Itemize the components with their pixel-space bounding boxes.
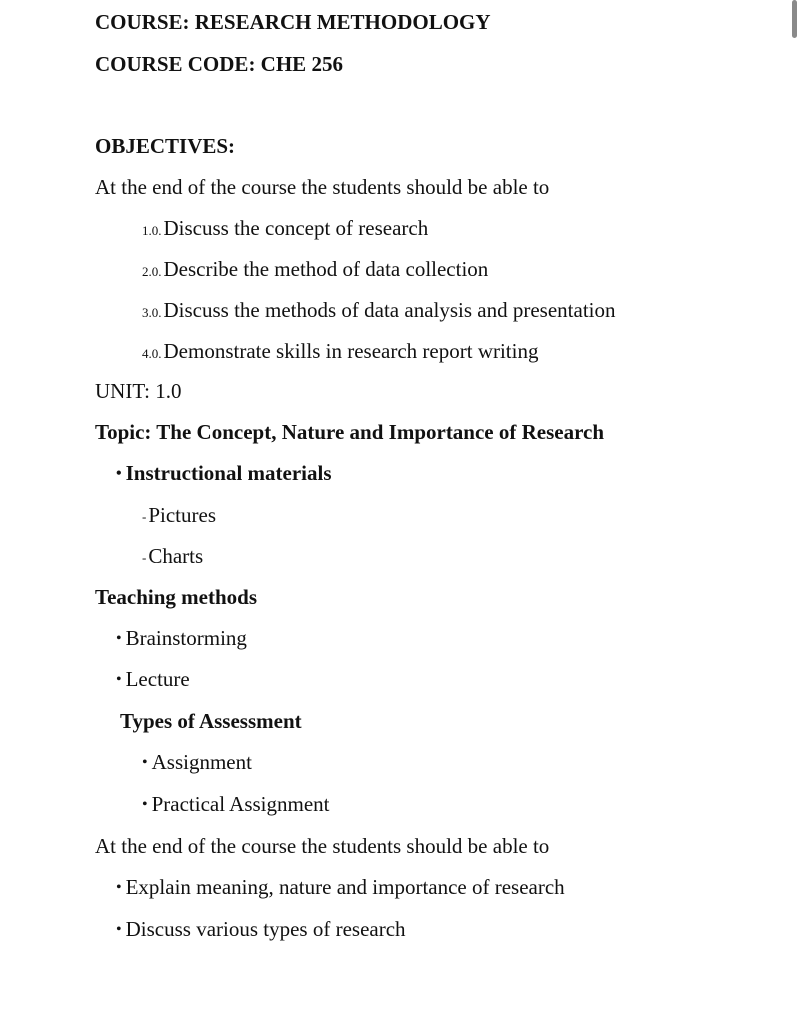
objective-number: 4.0.: [142, 346, 162, 361]
list-item: [116, 916, 406, 943]
bullet-icon: •: [116, 465, 122, 482]
objective-item: [142, 297, 615, 326]
list-item-text: Explain meaning, nature and importance of research: [125, 875, 565, 899]
objectives-heading: OBJECTIVES:: [95, 134, 236, 158]
list-item: [116, 666, 190, 693]
list-item: [142, 791, 330, 818]
objective-number: 3.0.: [142, 305, 162, 320]
list-item-text: Practical Assignment: [151, 792, 330, 816]
objective-number: 2.0.: [142, 264, 162, 279]
objective-item: [142, 256, 488, 285]
list-item-text: Brainstorming: [125, 626, 247, 650]
course-code: COURSE CODE: CHE 256: [95, 52, 343, 76]
teaching-heading: Teaching methods: [95, 585, 258, 609]
objective-item: [142, 338, 538, 367]
bullet-icon: •: [116, 879, 122, 896]
scrollbar-thumb[interactable]: [792, 0, 797, 38]
instructional-heading-text: Instructional materials: [125, 461, 332, 485]
bullet-icon: •: [116, 921, 122, 938]
list-item: [116, 874, 565, 901]
objective-item: [142, 215, 428, 244]
bullet-icon: •: [116, 630, 122, 647]
list-item-text: Pictures: [148, 503, 216, 527]
course-title: COURSE: RESEARCH METHODOLOGY: [95, 10, 491, 34]
instructional-heading: [116, 460, 332, 487]
objective-text: Demonstrate skills in research report writing: [163, 339, 539, 363]
objective-text: Discuss the concept of research: [163, 216, 429, 240]
dash-icon: -: [142, 509, 147, 524]
list-item: [116, 625, 247, 652]
list-item-text: Discuss various types of research: [125, 917, 406, 941]
assessment-heading: Types of Assessment: [120, 709, 302, 733]
objective-number: 1.0.: [142, 223, 162, 238]
list-item: [142, 543, 203, 571]
list-item: [142, 502, 216, 530]
objectives-intro: At the end of the course the students should be able to: [95, 175, 550, 199]
topic-heading: Topic: The Concept, Nature and Importance of Research: [95, 420, 605, 444]
list-item: [142, 749, 252, 776]
bullet-icon: •: [142, 754, 148, 771]
objective-text: Describe the method of data collection: [163, 257, 489, 281]
unit-label: UNIT: 1.0: [95, 379, 182, 403]
list-item-text: Assignment: [151, 750, 252, 774]
bullet-icon: •: [116, 671, 122, 688]
list-item-text: Charts: [148, 544, 204, 568]
outcomes-intro: At the end of the course the students should be able to: [95, 834, 550, 858]
list-item-text: Lecture: [125, 667, 190, 691]
objective-text: Discuss the methods of data analysis and presentation: [163, 298, 616, 322]
dash-icon: -: [142, 550, 147, 565]
bullet-icon: •: [142, 796, 148, 813]
